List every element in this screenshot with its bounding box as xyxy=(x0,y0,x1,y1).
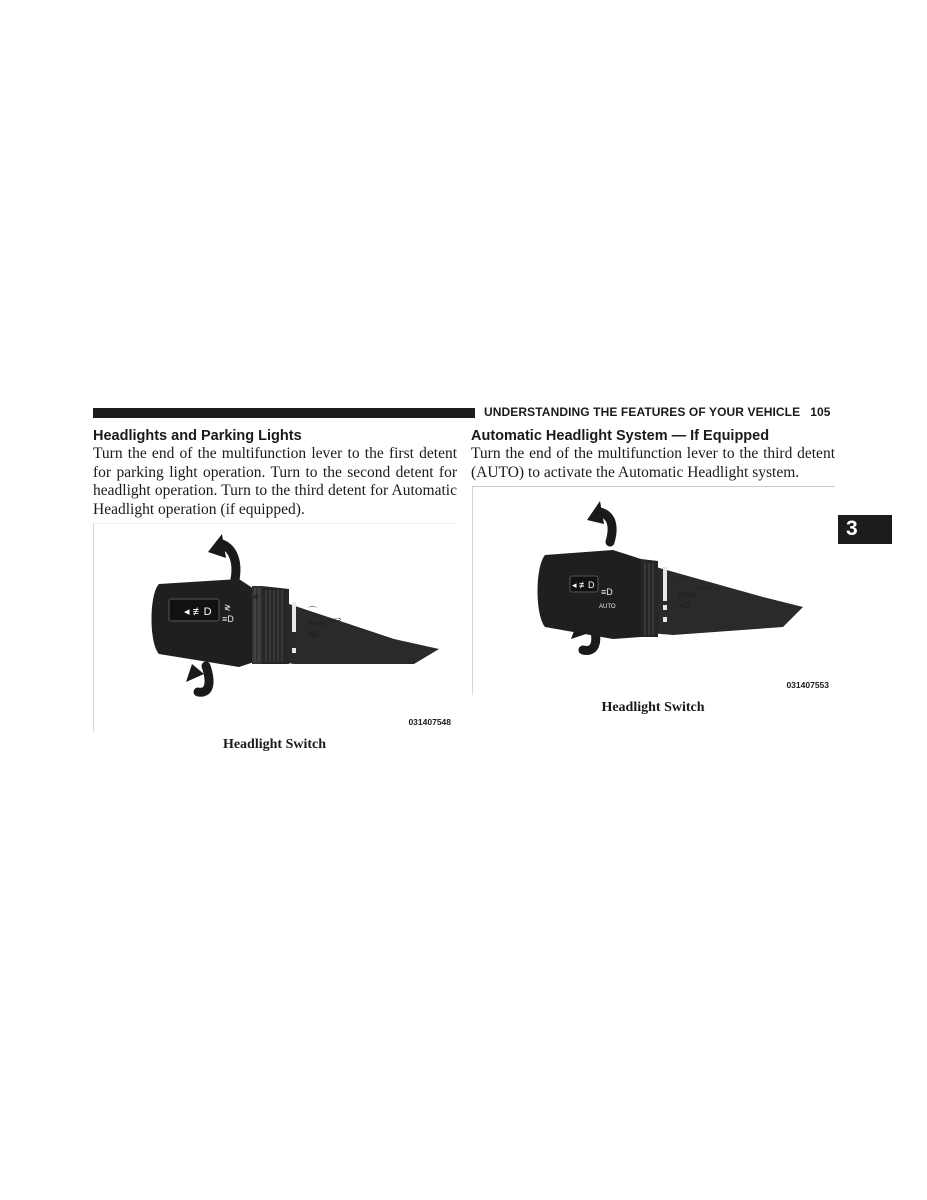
auto-label: AUTO xyxy=(599,604,616,610)
header-rule xyxy=(93,408,475,418)
arrow-head-up-icon xyxy=(587,501,604,524)
push-label: PUSH xyxy=(308,622,325,628)
figure-headlight-switch-right xyxy=(472,486,835,695)
running-title: UNDERSTANDING THE FEATURES OF YOUR VEHICLE xyxy=(484,405,801,419)
rotate-down-arrow-icon xyxy=(198,666,209,692)
figure-code: 031407553 xyxy=(786,680,829,690)
turn-signal-icon: ⇦⇨ xyxy=(697,584,711,593)
headlight-switch-illustration xyxy=(94,524,457,732)
wiper-icon: ⌒ xyxy=(308,606,318,616)
chapter-tab xyxy=(838,515,892,544)
fog-light-icon: ◂ ≢D xyxy=(572,580,595,590)
page-number: 105 xyxy=(810,405,831,419)
off-position-label: O xyxy=(611,564,618,573)
running-header xyxy=(484,405,831,419)
high-beam-icon: ≡D xyxy=(679,601,690,610)
lever-stalk xyxy=(638,562,803,635)
high-beam-icon: ≡D xyxy=(308,630,319,639)
arrow-head-down-icon xyxy=(186,664,204,682)
turn-signal-icon: ⇦⇨ xyxy=(328,615,342,624)
figure-caption-right: Headlight Switch xyxy=(601,700,705,715)
headlamp-icon: ≡D xyxy=(222,614,234,624)
figure-headlight-switch-left xyxy=(93,523,457,732)
section-heading-automatic: Automatic Headlight System — If Equipped xyxy=(471,428,770,444)
position-dot xyxy=(663,617,667,622)
parking-light-icon: ☀ xyxy=(633,570,641,579)
body-text-automatic: Turn the end of the multifunction lever to the third detent (AUTO) to activate the Automatic Headlight system. xyxy=(471,445,835,481)
figure-code: 031407548 xyxy=(408,717,451,727)
position-indicator-bar xyxy=(292,602,296,632)
position-indicator-bar xyxy=(663,567,667,601)
position-dot xyxy=(292,648,296,653)
figure-caption-left: Headlight Switch xyxy=(222,737,327,752)
off-position-label: O xyxy=(227,589,234,598)
park-lamp-icon: ≷ xyxy=(224,603,231,612)
section-heading-headlights: Headlights and Parking Lights xyxy=(93,428,302,444)
position-dot xyxy=(663,605,667,610)
lever-end-cap xyxy=(538,550,642,639)
fog-light-icon: ◂ ≢D xyxy=(184,606,212,618)
right-column xyxy=(471,427,835,482)
parking-light-icon: ☀ xyxy=(252,592,261,602)
left-column xyxy=(93,427,457,519)
headlamp-icon: ≡D xyxy=(601,587,613,597)
headlight-switch-illustration-auto xyxy=(473,487,835,695)
push-label: PUSH xyxy=(679,593,696,599)
chapter-number: 3 xyxy=(846,517,858,540)
arrow-head-up-icon xyxy=(208,534,226,558)
wiper-icon: ⌒ xyxy=(679,577,689,587)
body-text-headlights: Turn the end of the multifunction lever to the first detent for parking light operation. Turn to the second detent for headlight operation. Turn to the third detent for Automatic Headlight operation (if equipped). xyxy=(93,445,457,518)
lever-end-cap xyxy=(152,579,255,667)
